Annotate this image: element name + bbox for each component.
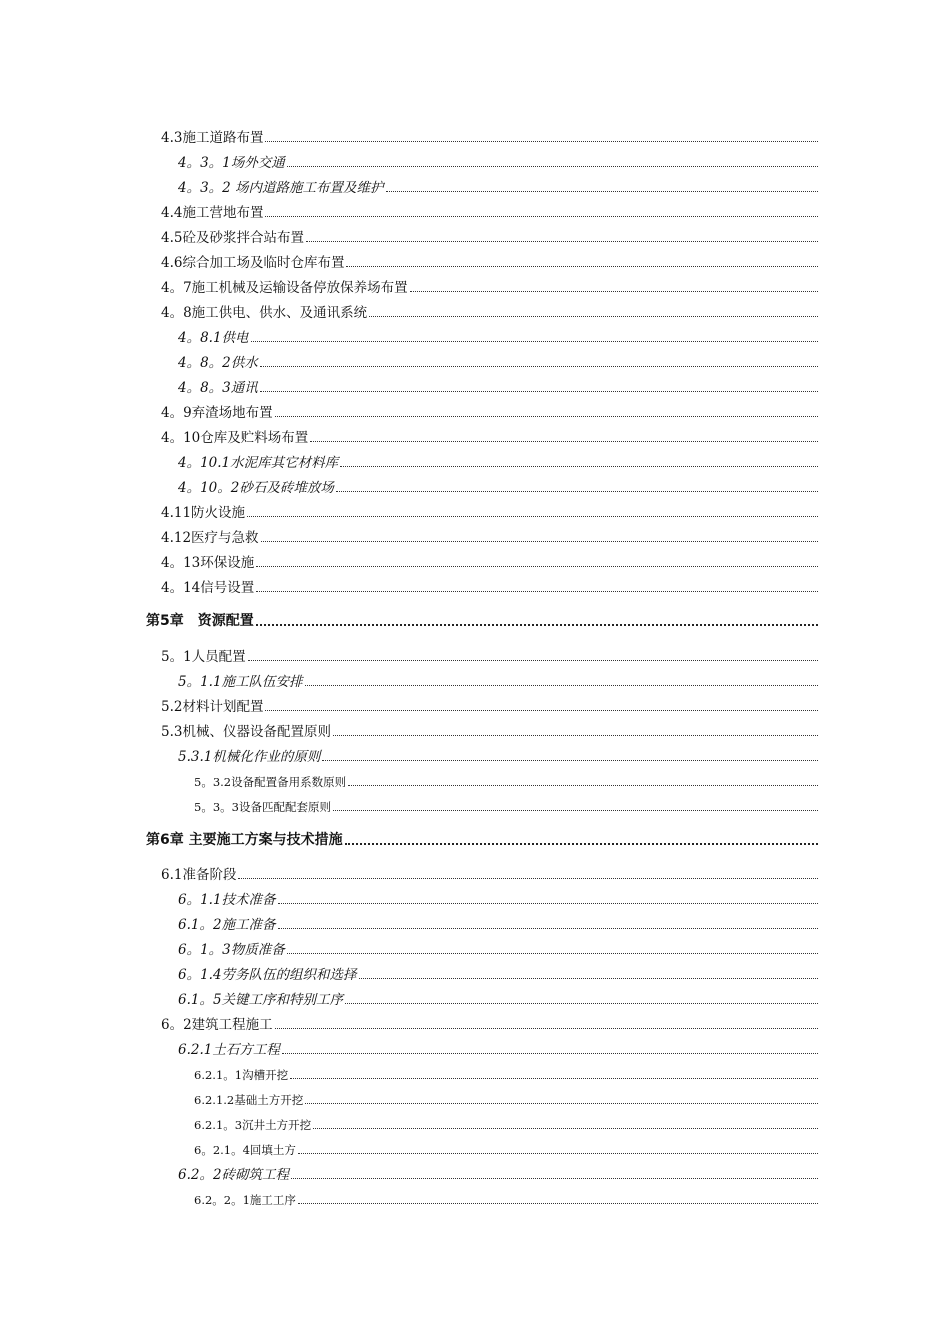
toc-entry[interactable] xyxy=(178,938,818,958)
toc-entry[interactable] xyxy=(194,1088,818,1108)
dot-leader xyxy=(322,759,818,761)
toc-entry-title: 4。8施工供电、供水、及通讯系统 xyxy=(161,305,368,321)
toc-entry-title: 6。2.1。4回填土方 xyxy=(194,1143,296,1157)
toc-entry[interactable] xyxy=(178,176,818,196)
dot-leader xyxy=(386,190,818,192)
toc-entry-title: 5。1人员配置 xyxy=(161,649,246,665)
toc-entry[interactable] xyxy=(161,301,818,321)
dot-leader xyxy=(345,1002,818,1004)
toc-entry-title: 6.1。5关键工序和特别工序 xyxy=(178,992,344,1008)
dot-leader xyxy=(298,1152,818,1154)
toc-entry-title: 4。3。1场外交通 xyxy=(178,155,285,171)
toc-entry[interactable] xyxy=(178,913,818,933)
dot-leader xyxy=(247,515,818,517)
toc-entry[interactable] xyxy=(161,720,818,740)
toc-entry-title: 4。10仓库及贮料场布置 xyxy=(161,430,309,446)
dot-leader xyxy=(275,415,818,417)
toc-entry-title: 4。3。2 场内道路施工布置及维护 xyxy=(178,180,384,196)
dot-leader xyxy=(265,215,818,217)
dot-leader xyxy=(287,165,818,167)
toc-entry-title: 5.2材料计划配置 xyxy=(161,699,264,715)
toc-entry[interactable] xyxy=(161,695,818,715)
toc-entry-title: 4.12医疗与急救 xyxy=(161,530,259,546)
dot-leader xyxy=(305,684,818,686)
toc-entry-title: 4.6综合加工场及临时仓库布置 xyxy=(161,255,345,271)
toc-entry-title: 4。8。2供水 xyxy=(178,355,258,371)
toc-chapter-entry[interactable] xyxy=(146,610,818,630)
dot-leader xyxy=(369,315,818,317)
toc-entry[interactable] xyxy=(161,526,818,546)
dot-leader xyxy=(348,784,818,786)
dot-leader xyxy=(282,1052,818,1054)
toc-entry[interactable] xyxy=(194,770,818,790)
toc-entry-title: 第6章 主要施工方案与技术措施 xyxy=(146,832,343,848)
toc-entry[interactable] xyxy=(161,1013,818,1033)
dot-leader xyxy=(238,877,818,879)
dot-leader xyxy=(261,540,818,542)
dot-leader xyxy=(287,952,818,954)
toc-entry[interactable] xyxy=(178,376,818,396)
toc-entry-title: 5.3机械、仪器设备配置原则 xyxy=(161,724,331,740)
toc-entry-title: 4。14信号设置 xyxy=(161,580,255,596)
toc-entry[interactable] xyxy=(194,1188,818,1208)
toc-entry[interactable] xyxy=(178,476,818,496)
toc-entry[interactable] xyxy=(194,1063,818,1083)
toc-entry-title: 4。8.1供电 xyxy=(178,330,249,346)
toc-entry-title: 6。1。3物质准备 xyxy=(178,942,285,958)
toc-entry[interactable] xyxy=(178,151,818,171)
toc-entry[interactable] xyxy=(178,745,818,765)
toc-entry[interactable] xyxy=(161,863,818,883)
toc-entry[interactable] xyxy=(161,551,818,571)
toc-entry[interactable] xyxy=(178,1038,818,1058)
toc-entry-title: 6。2建筑工程施工 xyxy=(161,1017,273,1033)
toc-entry-title: 6.2.1。1沟槽开挖 xyxy=(194,1068,289,1082)
dot-leader xyxy=(298,1202,818,1204)
toc-entry[interactable] xyxy=(161,126,818,146)
toc-entry-title: 6。1.4劳务队伍的组织和选择 xyxy=(178,967,357,983)
toc-entry-title: 6。1.1技术准备 xyxy=(178,892,276,908)
toc-entry-title: 4.11防火设施 xyxy=(161,505,246,521)
dot-leader xyxy=(256,590,818,592)
toc-entry[interactable] xyxy=(194,1138,818,1158)
dot-leader xyxy=(260,390,818,392)
toc-entry-title: 4.4施工营地布置 xyxy=(161,205,264,221)
toc-entry-title: 4.3施工道路布置 xyxy=(161,130,264,146)
toc-entry-title: 4。7施工机械及运输设备停放保养场布置 xyxy=(161,280,408,296)
dot-leader xyxy=(248,659,818,661)
toc-entry[interactable] xyxy=(161,276,818,296)
dot-leader xyxy=(359,977,818,979)
toc-entry[interactable] xyxy=(178,1163,818,1183)
dot-leader xyxy=(345,842,818,845)
toc-entry-title: 5。3.2设备配置备用系数原则 xyxy=(194,775,347,789)
toc-chapter-entry[interactable] xyxy=(146,829,818,849)
toc-entry[interactable] xyxy=(194,1113,818,1133)
dot-leader xyxy=(256,565,818,567)
toc-entry[interactable] xyxy=(161,426,818,446)
toc-entry[interactable] xyxy=(194,795,818,815)
toc-entry-title: 5。1.1施工队伍安排 xyxy=(178,674,303,690)
toc-entry[interactable] xyxy=(161,645,818,665)
dot-leader xyxy=(290,1077,818,1079)
toc-entry[interactable] xyxy=(178,888,818,908)
toc-entry[interactable] xyxy=(178,351,818,371)
toc-entry-title: 6.1。2施工准备 xyxy=(178,917,276,933)
dot-leader xyxy=(251,340,818,342)
toc-entry-title: 5.3.1机械化作业的原则 xyxy=(178,749,321,765)
dot-leader xyxy=(278,927,818,929)
dot-leader xyxy=(291,1177,818,1179)
toc-entry-title: 6.2.1土石方工程 xyxy=(178,1042,280,1058)
toc-entry[interactable] xyxy=(161,226,818,246)
toc-entry-title: 4。10。2砂石及砖堆放场 xyxy=(178,480,334,496)
toc-entry-title: 4。8。3通讯 xyxy=(178,380,258,396)
toc-entry-title: 6.2.1.2基础土方开挖 xyxy=(194,1093,304,1107)
toc-entry-title: 6.1准备阶段 xyxy=(161,867,237,883)
toc-entry[interactable] xyxy=(161,401,818,421)
dot-leader xyxy=(333,809,818,811)
toc-entry-title: 6.2。2。1施工工序 xyxy=(194,1193,296,1207)
dot-leader xyxy=(310,440,818,442)
dot-leader xyxy=(336,490,818,492)
toc-entry-title: 4。9弃渣场地布置 xyxy=(161,405,273,421)
toc-entry-title: 6.2.1。3沉井土方开挖 xyxy=(194,1118,312,1132)
toc-entry-title: 5。3。3设备匹配配套原则 xyxy=(194,800,331,814)
dot-leader xyxy=(333,734,818,736)
toc-entry[interactable] xyxy=(161,501,818,521)
toc-entry[interactable] xyxy=(178,988,818,1008)
dot-leader xyxy=(260,365,818,367)
dot-leader xyxy=(265,140,818,142)
dot-leader xyxy=(278,902,818,904)
toc-entry-title: 第5章 资源配置 xyxy=(146,613,254,629)
toc-entry-title: 4。13环保设施 xyxy=(161,555,255,571)
toc-entry-title: 4.5砼及砂浆拌合站布置 xyxy=(161,230,304,246)
dot-leader xyxy=(410,290,818,292)
toc-entry-title: 4。10.1水泥库其它材料库 xyxy=(178,455,339,471)
toc-entry[interactable] xyxy=(178,963,818,983)
toc-entry[interactable] xyxy=(161,201,818,221)
dot-leader xyxy=(305,1102,818,1104)
dot-leader xyxy=(346,265,818,267)
dot-leader xyxy=(306,240,818,242)
toc-entry[interactable] xyxy=(178,670,818,690)
toc-entry-title: 6.2。2砖砌筑工程 xyxy=(178,1167,290,1183)
dot-leader xyxy=(275,1027,818,1029)
toc-entry[interactable] xyxy=(178,326,818,346)
toc-entry[interactable] xyxy=(161,576,818,596)
dot-leader xyxy=(265,709,818,711)
dot-leader xyxy=(313,1127,818,1129)
toc-entry[interactable] xyxy=(161,251,818,271)
toc-entry[interactable] xyxy=(178,451,818,471)
dot-leader xyxy=(340,465,818,467)
dot-leader xyxy=(256,623,818,626)
